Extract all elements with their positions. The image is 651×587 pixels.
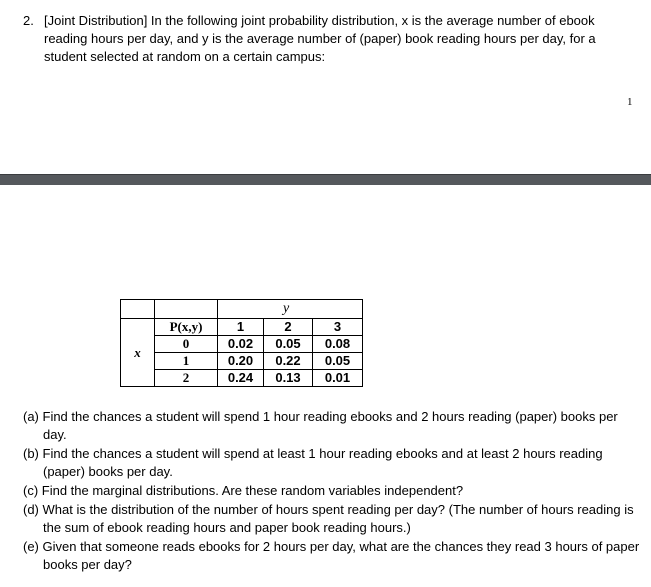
probability-cell: 0.24 — [218, 370, 264, 387]
table-row — [121, 370, 363, 387]
probability-cell: 0.13 — [264, 370, 313, 387]
probability-cell: 0.08 — [313, 336, 363, 353]
table-row — [121, 336, 363, 353]
x-variable-cell: x — [121, 319, 155, 387]
question-a: (a) Find the chances a student will spend 1 hour reading ebooks and 2 hours reading (paper) books per day. — [23, 409, 618, 442]
table-top-row — [121, 300, 363, 319]
probability-cell: 0.05 — [264, 336, 313, 353]
problem-number: 2. — [23, 13, 34, 28]
x-value: 0 — [155, 336, 218, 353]
joint-distribution-table — [120, 299, 363, 387]
question-b: (b) Find the chances a student will spend at least 1 hour reading ebooks and at least 2 hours reading (paper) books per day. — [23, 446, 603, 479]
probability-cell: 0.22 — [264, 353, 313, 370]
question-c: (c) Find the marginal distributions. Are these random variables independent? — [23, 483, 464, 498]
y-value: 2 — [264, 319, 313, 336]
y-header-cell — [218, 300, 363, 319]
probability-cell: 0.20 — [218, 353, 264, 370]
page-divider — [0, 174, 651, 185]
y-values-row — [121, 319, 363, 336]
x-value: 2 — [155, 370, 218, 387]
question-e: (e) Given that someone reads ebooks for 2 hours per day, what are the chances they read 3 hours of paper books per day? — [23, 539, 640, 572]
question-d: (d) What is the distribution of the number of hours spent reading per day? (The number of hours reading is the sum of ebook reading hours and paper book reading hours.) — [23, 502, 634, 535]
y-value: 3 — [313, 319, 363, 336]
y-value: 1 — [218, 319, 264, 336]
blank-cell — [155, 300, 218, 319]
probability-cell: 0.02 — [218, 336, 264, 353]
blank-cell — [121, 300, 155, 319]
probability-cell: 0.05 — [313, 353, 363, 370]
question-list — [23, 408, 643, 574]
page-number: 1 — [627, 96, 633, 108]
x-value: 1 — [155, 353, 218, 370]
y-variable-label: y — [283, 301, 290, 316]
table-row — [121, 353, 363, 370]
probability-cell: 0.01 — [313, 370, 363, 387]
problem-text: [Joint Distribution] In the following joint probability distribution, x is the average number of ebook reading hours per day, and y is the average number of (paper) book reading hours per day, for a student selected at random on a certain campus: — [44, 13, 596, 64]
corner-label: P(x,y) — [155, 319, 218, 336]
